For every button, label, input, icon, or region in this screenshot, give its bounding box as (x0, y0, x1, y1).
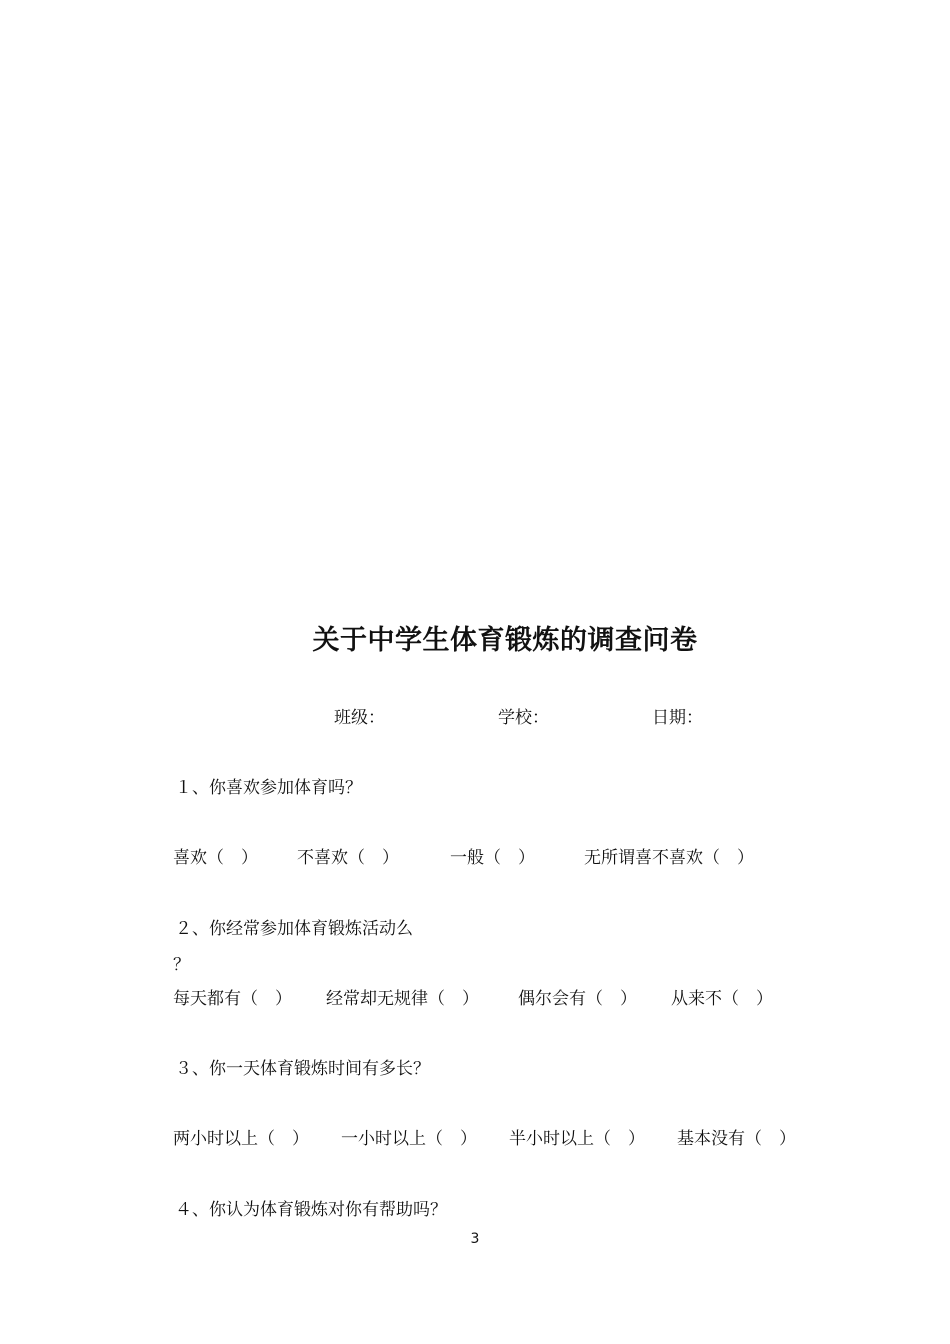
survey-title: 关于中学生体育锻炼的调查问卷 (312, 625, 698, 656)
question-3-option-3[interactable]: 半小时以上（ ） (509, 1129, 645, 1149)
question-2: ２、你经常参加体育锻炼活动么 (175, 919, 413, 939)
class-field-label: 班级： (334, 708, 385, 728)
question-3-option-2[interactable]: 一小时以上（ ） (341, 1129, 477, 1149)
question-1-option-2[interactable]: 不喜欢（ ） (297, 848, 399, 868)
question-2-option-4[interactable]: 从来不（ ） (671, 989, 773, 1009)
question-2-option-1[interactable]: 每天都有（ ） (173, 989, 292, 1009)
question-3: ３、你一天体育锻炼时间有多长？ (175, 1059, 430, 1079)
question-2-tail: ？ (173, 955, 190, 975)
question-3-option-1[interactable]: 两小时以上（ ） (173, 1129, 309, 1149)
question-3-option-4[interactable]: 基本没有（ ） (677, 1129, 796, 1149)
school-field-label: 学校： (498, 708, 549, 728)
question-4: ４、你认为体育锻炼对你有帮助吗？ (175, 1200, 447, 1220)
date-field-label: 日期： (652, 708, 703, 728)
question-2-option-2[interactable]: 经常却无规律（ ） (326, 989, 479, 1009)
page-number: 3 (470, 1231, 480, 1247)
question-1-option-1[interactable]: 喜欢（ ） (173, 848, 258, 868)
question-1-option-3[interactable]: 一般（ ） (450, 848, 535, 868)
question-1: １、你喜欢参加体育吗？ (175, 778, 362, 798)
question-1-option-4[interactable]: 无所谓喜不喜欢（ ） (584, 848, 754, 868)
question-2-option-3[interactable]: 偶尔会有（ ） (518, 989, 637, 1009)
